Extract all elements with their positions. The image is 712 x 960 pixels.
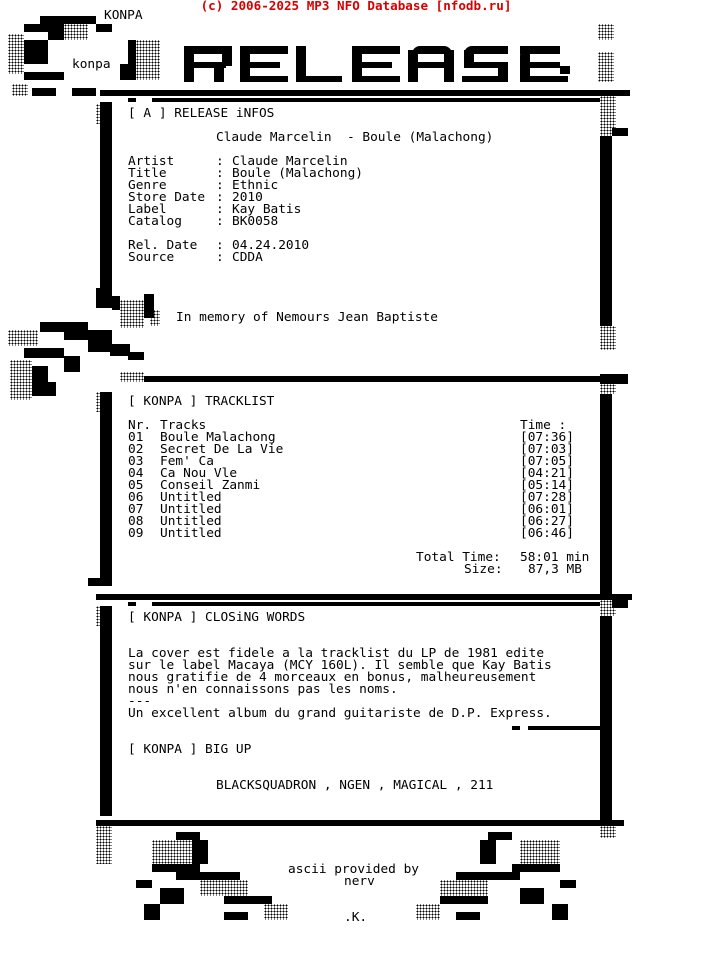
total-time-value: 58:01 min [520, 550, 590, 565]
field-sep: : [216, 154, 224, 169]
tracklist-title: [ KONPA ] TRACKLIST [128, 394, 275, 409]
track-nr: 06 [128, 490, 144, 505]
field-value: Ethnic [232, 178, 279, 193]
track-title: Fem' Ca [160, 454, 214, 469]
field-sep: : [216, 166, 224, 181]
track-time: [07:05] [520, 454, 574, 469]
closing-line: nous gratifie de 4 morceaux en bonus, malheureusement [128, 670, 537, 685]
track-nr: 01 [128, 430, 144, 445]
field-value: Claude Marcelin [232, 154, 348, 169]
site-header: (c) 2006-2025 MP3 NFO Database [nfodb.ru] [200, 0, 512, 13]
track-title: Boule Malachong [160, 430, 276, 445]
track-title: Untitled [160, 526, 222, 541]
release-info-title: [ A ] RELEASE iNFOS [128, 106, 275, 121]
bigup-title: [ KONPA ] BIG UP [128, 742, 252, 757]
track-time: [07:28] [520, 490, 574, 505]
col-time: Time : [520, 418, 567, 433]
field-value: BK0058 [232, 214, 279, 229]
track-title: Untitled [160, 514, 222, 529]
field-label: Title [128, 166, 167, 181]
track-time: [06:01] [520, 502, 574, 517]
field-label: Label [128, 202, 167, 217]
field-label: Store Date [128, 190, 206, 205]
field-value: 2010 [232, 190, 263, 205]
track-title: Ca Nou Vle [160, 466, 238, 481]
logo-top-text: KONPA [104, 8, 143, 23]
track-nr: 09 [128, 526, 144, 541]
track-time: [06:46] [520, 526, 574, 541]
field-label: Artist [128, 154, 175, 169]
closing-line: sur le label Macaya (MCY 160L). Il semble que Kay Batis [128, 658, 552, 673]
track-time: [07:36] [520, 430, 574, 445]
track-time: [04:21] [520, 466, 574, 481]
release-headline: Claude Marcelin - Boule (Malachong) [216, 130, 494, 145]
footer-signature: .K. [344, 910, 368, 925]
bigup-text: BLACKSQUADRON , NGEN , MAGICAL , 211 [216, 778, 494, 793]
footer-credit-line1: ascii provided by [288, 862, 419, 877]
total-time-label: Total Time: [416, 550, 501, 565]
field-label: Source [128, 250, 175, 265]
track-time: [06:27] [520, 514, 574, 529]
memory-text: In memory of Nemours Jean Baptiste [176, 310, 438, 325]
field-sep: : [216, 190, 224, 205]
track-nr: 03 [128, 454, 144, 469]
closing-line: --- [128, 694, 152, 709]
track-nr: 02 [128, 442, 144, 457]
track-title: Untitled [160, 502, 222, 517]
track-nr: 05 [128, 478, 144, 493]
field-label: Catalog [128, 214, 182, 229]
closing-line: La cover est fidele a la tracklist du LP de 1981 edite [128, 646, 545, 661]
field-value: Boule (Malachong) [232, 166, 363, 181]
field-sep: : [216, 238, 224, 253]
footer-credit-line2: nerv [344, 874, 375, 889]
track-title: Secret De La Vie [160, 442, 284, 457]
size-label: Size: [464, 562, 503, 577]
field-sep: : [216, 178, 224, 193]
field-sep: : [216, 202, 224, 217]
track-title: Conseil Zanmi [160, 478, 261, 493]
closing-line: Un excellent album du grand guitariste de D.P. Express. [128, 706, 552, 721]
field-label: Genre [128, 178, 167, 193]
track-nr: 08 [128, 514, 144, 529]
field-value: 04.24.2010 [232, 238, 310, 253]
closing-title: [ KONPA ] CLOSiNG WORDS [128, 610, 306, 625]
col-tracks: Tracks [160, 418, 207, 433]
field-label: Rel. Date [128, 238, 198, 253]
track-nr: 07 [128, 502, 144, 517]
track-time: [05:14] [520, 478, 574, 493]
field-sep: : [216, 250, 224, 265]
field-sep: : [216, 214, 224, 229]
size-value: 87,3 MB [528, 562, 582, 577]
track-time: [07:03] [520, 442, 574, 457]
field-value: Kay Batis [232, 202, 302, 217]
closing-line: nous n'en connaissons pas les noms. [128, 682, 398, 697]
track-nr: 04 [128, 466, 144, 481]
logo-small-text: konpa [72, 57, 111, 72]
field-value: CDDA [232, 250, 263, 265]
col-nr: Nr. [128, 418, 152, 433]
track-title: Untitled [160, 490, 222, 505]
